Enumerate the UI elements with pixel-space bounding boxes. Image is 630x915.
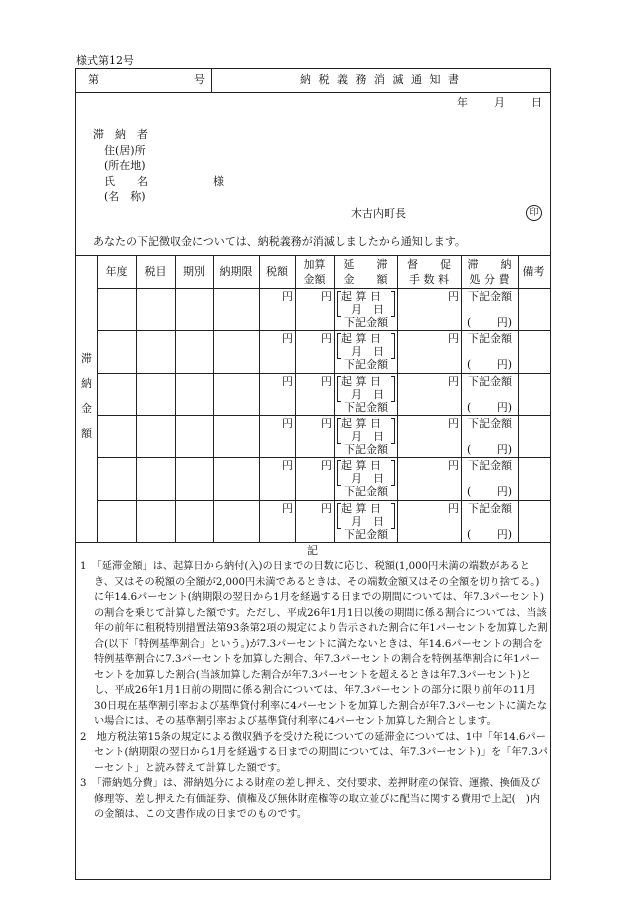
side-label-2: 納 [81,377,92,390]
tax-yen: 円 [282,375,293,388]
tax-yen: 円 [282,459,293,472]
taino-below-amount: 下記金額 [468,290,512,303]
entai-below-amount: 下記金額 [344,316,388,329]
name-alt-label: (名 称) [104,190,146,203]
col-kasan-2: 金額 [303,273,326,286]
col-tokusoku-1: 督 促 [407,258,451,271]
kasan-yen: 円 [321,375,332,388]
entai-below-amount: 下記金額 [344,401,388,414]
kasan-yen: 円 [321,332,332,345]
notes-list [80,559,548,823]
kasan-yen: 円 [321,459,332,472]
taino-below-amount: 下記金額 [468,459,512,472]
taino-sha-label: 滞 納 者 [93,128,148,141]
notice-text: あなたの下記徴収金については、納税義務が消滅しましたから通知します。 [93,235,466,248]
taino-below-amount: 下記金額 [468,502,512,515]
kasan-yen: 円 [321,502,332,515]
entai-below-amount: 下記金額 [344,443,388,456]
side-label-4: 額 [81,427,92,440]
dai-label: 第 [88,73,99,86]
taino-below-amount: 下記金額 [468,417,512,430]
taino-paren-yen: ( 円) [467,358,513,371]
month-day-label: 月 日 [351,472,384,485]
col-tokusoku-2: 手 数 料 [409,273,449,286]
bracket-right [391,291,395,317]
kasan-yen: 円 [321,417,332,430]
address-alt-label: (所在地) [104,159,146,172]
start-date-label: 起 算 日 [341,290,381,303]
sama-label: 様 [213,175,224,188]
go-label: 号 [194,73,205,86]
date-month: 月 [494,96,505,109]
start-date-label: 起 算 日 [341,332,381,345]
entai-below-amount: 下記金額 [344,528,388,541]
col-year: 年度 [105,265,128,278]
bracket-right [391,503,395,529]
issuer-title: 木古内町長 [351,207,406,220]
taino-below-amount: 下記金額 [468,375,512,388]
col-tax-amount: 税額 [266,265,288,278]
col-kasan-1: 加算 [303,258,326,271]
col-taino-1: 滞 納 [467,258,512,271]
name-label: 氏 名 [104,175,148,188]
col-period: 期別 [183,265,205,278]
month-day-label: 月 日 [351,515,384,528]
col-due-date: 納期限 [219,265,253,278]
tokusoku-yen: 円 [448,417,459,430]
tax-yen: 円 [282,417,293,430]
tax-yen: 円 [282,502,293,515]
notes-heading: 記 [307,544,318,557]
bracket-left [337,333,341,359]
month-day-label: 月 日 [351,388,384,401]
month-day-label: 月 日 [351,430,384,443]
bracket-right [391,376,395,402]
start-date-label: 起 算 日 [341,375,381,388]
note-item-2: 2 地方税法第15条の規定による徴収猶予を受けた税についての延滞金については、1中「年14.6パーセント(納期限の翌日から1月を経過する日までの期間については、年7.3パーセント)」を「年7.3パーセント」と読み替えて計算した額です。 [80,731,548,774]
tokusoku-yen: 円 [448,459,459,472]
side-label-1: 滞 [81,352,92,365]
note-item-3: 3 「滞納処分費」は、滞納処分による財産の差し押え、交付要求、差押財産の保管、運搬、換価及び修理等、差し押えた有価証券、債権及び無体財産権等の取立並びに配当に関する費用で上記( )内の金額は、この文書作成の日までのものです。 [80,778,541,820]
address-label: 住(居)所 [104,144,146,157]
col-taino-2: 処 分 費 [469,273,510,286]
bracket-left [337,460,341,486]
bracket-left [337,418,341,444]
bracket-right [391,460,395,486]
tokusoku-yen: 円 [448,290,459,303]
entai-below-amount: 下記金額 [344,358,388,371]
tokusoku-yen: 円 [448,375,459,388]
col-entai-2: 金 額 [343,273,388,286]
tax-yen: 円 [282,290,293,303]
bracket-right [391,418,395,444]
kasan-yen: 円 [321,290,332,303]
taino-paren-yen: ( 円) [467,528,513,541]
side-label-3: 金 [81,402,92,415]
tokusoku-yen: 円 [448,502,459,515]
date-day: 日 [531,96,542,109]
col-remarks: 備考 [522,265,545,278]
bracket-left [337,376,341,402]
start-date-label: 起 算 日 [341,502,381,515]
taino-paren-yen: ( 円) [467,401,513,414]
entai-below-amount: 下記金額 [344,485,388,498]
tokusoku-yen: 円 [448,332,459,345]
document-title: 納 税 義 務 消 滅 通 知 書 [300,73,461,86]
date-year: 年 [457,96,468,109]
form-number: 様式第12号 [76,54,134,67]
taino-paren-yen: ( 円) [467,443,513,456]
taino-below-amount: 下記金額 [468,332,512,345]
seal-mark: 印 [526,205,542,221]
start-date-label: 起 算 日 [341,417,381,430]
col-entai-1: 延 滞 [343,258,388,271]
month-day-label: 月 日 [351,345,384,358]
col-tax-item: 税目 [144,265,167,278]
note-item-1: 1 「延滞金額」は、起算日から納付(入)の日までの日数に応じ、税額(1,000円未満の端数があるとき、又はその税額の全額が2,000円未満であるときは、その端数金額又はその全額を切り捨てる。)に年14.6パーセント(納期限の翌日から1月を経過する日までの期間については、年7.3パーセント)の割合を乗じて計算した額です。ただし、平成26年1月1日以後の期間に係る割合については、当該年の前年に租税特別措置法第93条第2項の規定により告示された割合に年1パーセントを加算した割合(以下「特例基準割合」という。)が7.3パーセントに満たないときは、年14.6パーセントの割合を特例基準割合に7.3パーセントを加算した割合、年7.3パーセントの割合を特例基準割合に年1パーセントを加算した割合(当該加算した割合が年7.3パーセントを超えるときは年7.3パーセント)とし、平成26年1月1日前の期間に係る割合については、年7.3パーセントの部分に限り前年の11月30日現在基準割引率および基準貸付利率に4パーセントを加算した割合が年7.3パーセントに満たない場合には、その基準割引率および基準貸付利率に4パーセント加算した割合とします。 [80,561,548,727]
taino-paren-yen: ( 円) [467,485,513,498]
bracket-left [337,503,341,529]
taino-paren-yen: ( 円) [467,316,513,329]
month-day-label: 月 日 [351,303,384,316]
bracket-right [391,333,395,359]
bracket-left [337,291,341,317]
tax-yen: 円 [282,332,293,345]
start-date-label: 起 算 日 [341,459,381,472]
